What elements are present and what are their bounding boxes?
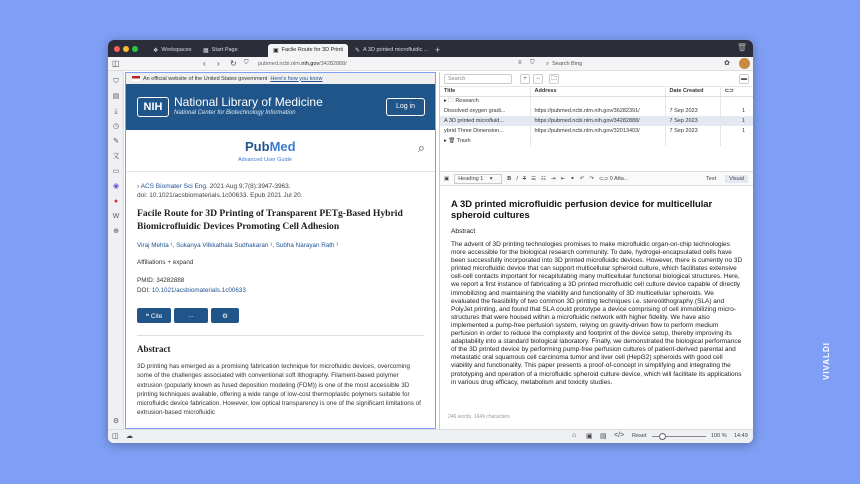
app-icon[interactable]: ● <box>113 198 119 205</box>
history-icon[interactable]: ◷ <box>112 123 120 130</box>
redo-icon[interactable]: ↷ <box>589 175 595 182</box>
heading-select[interactable]: Heading 1 ▾ <box>454 174 502 184</box>
nlm-title: National Library of Medicine <box>174 95 323 109</box>
bookmarks-icon[interactable]: ⛉ <box>113 78 119 85</box>
mastodon-icon[interactable]: ◉ <box>112 183 120 190</box>
table-row[interactable]: ▸ 🗀 Research <box>440 96 753 106</box>
tab-pubmed-article[interactable]: ▣ Facile Route for 3D Printi <box>268 44 348 57</box>
nih-logo[interactable]: NIH <box>137 97 169 117</box>
side-panel <box>108 71 124 443</box>
note-heading: A 3D printed microfluidic perfusion device for multicellular spheroid cultures <box>451 198 713 220</box>
extensions-icon[interactable]: ✿ <box>724 60 730 67</box>
pubmed-icon: ▣ <box>273 47 279 54</box>
more-button[interactable]: ... <box>174 308 208 323</box>
tiling-icon[interactable]: ▣ <box>586 433 593 440</box>
reader-icon[interactable]: ≡ <box>518 60 522 66</box>
trash-icon[interactable]: 🗑 <box>736 43 747 52</box>
link-icon[interactable]: ⚭ <box>570 175 575 182</box>
tab-bar <box>108 40 753 57</box>
abstract-section <box>137 335 424 418</box>
table-header: Title Address Date Created ⊂⊃ <box>440 87 753 96</box>
image-icon[interactable]: ▣ <box>444 175 450 182</box>
doi-link[interactable]: 10.1021/acsbiomaterials.1c00633 <box>151 287 246 294</box>
doi: DOI: 10.1021/acsbiomaterials.1c00633 <box>137 287 246 294</box>
gov-info-link[interactable]: Here's how you know <box>270 75 323 82</box>
visual-mode-button[interactable]: Visual <box>725 175 748 183</box>
new-tab-button[interactable]: + <box>435 45 441 55</box>
affiliations-toggle[interactable]: Affiliations + expand <box>137 259 194 266</box>
forward-button[interactable]: › <box>217 59 220 68</box>
zoom-slider-handle[interactable] <box>659 433 666 440</box>
search-field[interactable]: ⌕ Search Bing <box>546 60 583 67</box>
remove-note-button[interactable]: − <box>533 74 543 84</box>
article <box>126 172 435 418</box>
new-folder-button[interactable]: 🗀 <box>550 76 557 82</box>
notes-icon: ✎ <box>355 47 361 54</box>
indent-icon[interactable]: ⇥ <box>550 175 556 182</box>
notes-search-input[interactable]: Search <box>444 74 512 84</box>
search-icon[interactable]: ⌕ <box>417 140 425 155</box>
pubmed-header <box>126 130 435 172</box>
close-window-button[interactable] <box>114 46 120 52</box>
pmid: PMID: 34282888 <box>137 277 185 284</box>
abstract-text: 3D printing has emerged as a promising fabrication technique for microfluidic devices, overcoming some of the challenges associated with conventional soft lithography. Filament-based polymer extrusion (popularly known as fused deposition modeling (FDM)) is one of the most accessible 3D printing techniques available, offering a wide range of low-cost thermoplastic polymers suitable for microfluidic device fabrication. However, low optical transparency is one of the significant limitations of extrusion-based microfluidic <box>137 363 421 417</box>
downloads-icon[interactable]: ⤓ <box>114 108 118 115</box>
table-row[interactable]: ybrid Three Dimension... https://pubmed.ncbi.nlm.nih.gov/32013403/ 7 Sep 2023 1 <box>440 126 753 136</box>
avatar[interactable] <box>739 58 750 69</box>
minimize-window-button[interactable] <box>123 46 129 52</box>
editor-toolbar <box>440 171 753 186</box>
maximize-window-button[interactable] <box>132 46 138 52</box>
address-bar <box>108 57 753 71</box>
clock: 14:49 <box>734 433 748 439</box>
italic-button[interactable]: I <box>516 175 518 182</box>
shield-icon[interactable]: ⛉ <box>244 60 249 66</box>
note-subheading: Abstract <box>451 228 476 235</box>
notes-menu-button[interactable]: ▬ <box>741 76 747 82</box>
undo-icon[interactable]: ↶ <box>579 175 585 182</box>
table-row[interactable]: ▸ 🗑 Trash <box>440 136 753 146</box>
word-count: 246 words, 1649 characters <box>448 414 510 420</box>
status-bar <box>108 429 753 443</box>
table-row[interactable]: Dissolved oxygen gradi... https://pubmed.ncbi.nlm.nih.gov/36282391/ 7 Sep 2023 1 <box>440 106 753 116</box>
action-buttons <box>137 308 424 323</box>
browser-window <box>108 40 753 443</box>
pubmed-logo[interactable]: PubMed <box>245 139 296 154</box>
author-list[interactable]: Viraj Mehta ¹, Sukanya Vilkkathala Sudhakaran ¹, Subha Narayan Rath ¹ <box>137 242 339 249</box>
window-icon[interactable]: ▭ <box>112 168 120 175</box>
settings-icon[interactable]: ⚙ <box>112 418 120 425</box>
notes-panel <box>439 72 753 429</box>
numbered-list-icon[interactable]: ☷ <box>541 175 546 182</box>
attachments-button[interactable]: ⊂⊃ 0 Atta... <box>599 175 629 182</box>
article-title: Facile Route for 3D Printing of Transparent PETg-Based Hybrid Biomicrofluidic Devices Promoting Cell Adhesion <box>137 208 403 232</box>
table-row-selected[interactable]: A 3D printed microfluid... https://pubmed.ncbi.nlm.nih.gov/34282888/ 7 Sep 2023 1 <box>440 116 753 126</box>
grid-icon: ▦ <box>203 47 209 54</box>
page-actions-icon[interactable]: </> <box>614 432 625 439</box>
attachment-icon[interactable]: ⊂⊃ <box>720 87 753 96</box>
strike-button[interactable]: T <box>522 175 527 182</box>
note-body: The advent of 3D printing technologies promises to make microfluidic organ-on-chip technologies more accessible for the biological research community. To date, hydrogel-encapsulated cells have been successfully incorporated into 3D printed microfluidic devices. However, there is currently no 3D printed microfluidic device that can support multicellular spheroid culture, which facilitates extensive cell-cell contacts important for recapitulating many multicellular functional biological structures. Here, we report a first instance of fabricating a 3D printed microfluidic cell culture device capable of directly immobilizing and maintaining the viability and functionality of 3D multicellular spheroids. We evaluated the feasibility of two common 3D printing techniques i.e. stereolithography (SLA) and PolyJet printing, and found that SLA could prototype a device comprising of cell immobilizing micro-structures that were housed within a microfluidic network with higher fidelity. We have also implemented a pump-free perfusion system, relying on gravity-driven flow to perform medium perfusion in order to reduce the complexity and footprint of the device setup, thereby improving its adaptability into a standard biological laboratory. Finally, we demonstrated the biological performance of the 3D printed device by performing pump-free perfusion cultures of patient-derived parental and metastatic oral squamous cell carcinoma tumor and liver cell (HepG2) spheroids with good cell viability and functionality. This paper presents a proof-of-concept in simplifying and integrating the prototyping and operation of a microfluidic spheroid culture device, which will facilitate its applications in various drug efficacy, metabolism and toxicity studies. <box>451 241 743 386</box>
add-note-button[interactable]: + <box>520 74 530 84</box>
zoom-level: 100 % <box>711 433 727 439</box>
vivaldi-brand: VIVALDI <box>822 342 831 380</box>
nlm-subtitle: National Center for Biotechnology Information <box>174 110 296 116</box>
text-mode-button[interactable]: Text <box>706 175 717 182</box>
outdent-icon[interactable]: ⇤ <box>560 175 566 182</box>
notes-table <box>440 87 753 146</box>
bullet-list-icon[interactable]: ☰ <box>531 175 537 182</box>
abstract-heading: Abstract <box>137 344 171 354</box>
journal-link[interactable]: ACS Biomater Sci Eng. <box>140 183 208 190</box>
url-field[interactable]: pubmed.ncbi.nlm. nih.gov /34282888/ <box>258 61 347 67</box>
panel-toggle-icon[interactable]: ◫ <box>112 59 120 68</box>
cite-button[interactable]: ❝ Cite <box>137 308 171 323</box>
pubmed-page <box>125 72 436 429</box>
panel-toggle-icon[interactable]: ◫ <box>112 433 119 440</box>
doi-line: doi: 10.1021/acsbiomaterials.1c00633. Epub 2021 Jul 20. <box>137 192 303 199</box>
notes-panel-icon[interactable]: ✎ <box>113 138 119 145</box>
note-editor[interactable] <box>440 187 753 387</box>
cloud-icon[interactable]: ☁ <box>126 433 133 440</box>
workspaces-icon: ❖ <box>153 47 159 54</box>
image-toggle-icon[interactable]: ▤ <box>600 433 607 440</box>
flag-icon <box>132 76 140 81</box>
reading-list-icon[interactable]: ▤ <box>112 93 120 100</box>
bold-button[interactable]: B <box>507 175 512 182</box>
login-button[interactable]: Log in <box>386 98 425 116</box>
wikipedia-icon[interactable]: W <box>112 213 120 220</box>
tab-notes[interactable]: ✎ A 3D printed microfluidic ... <box>355 47 429 54</box>
translate-icon[interactable]: 文 <box>112 153 120 160</box>
tab-workspaces[interactable]: ❖ Workspaces <box>153 47 192 54</box>
tab-start-page[interactable]: ▦ Start Page <box>203 47 238 54</box>
pubmed-links[interactable]: Advanced User Guide <box>238 157 292 163</box>
zoom-reset-button[interactable]: Reset <box>632 433 647 439</box>
nlm-header <box>126 84 435 130</box>
capture-icon[interactable]: ⌂ <box>572 432 577 439</box>
add-panel-icon[interactable]: ⊕ <box>113 228 119 235</box>
search-icon: ⌕ <box>546 60 550 67</box>
back-button[interactable]: ‹ <box>203 59 206 68</box>
citation: › ACS Biomater Sci Eng. 2021 Aug 9;7(8):3947-3963. <box>137 183 291 190</box>
gov-banner: An official website of the United States government Here's how you know <box>126 73 435 84</box>
reload-button[interactable]: ↻ <box>230 59 237 68</box>
notes-toolbar <box>440 72 753 87</box>
display-options-button[interactable]: ⚙ <box>211 308 239 323</box>
bookmark-icon[interactable]: ⛉ <box>530 60 535 66</box>
